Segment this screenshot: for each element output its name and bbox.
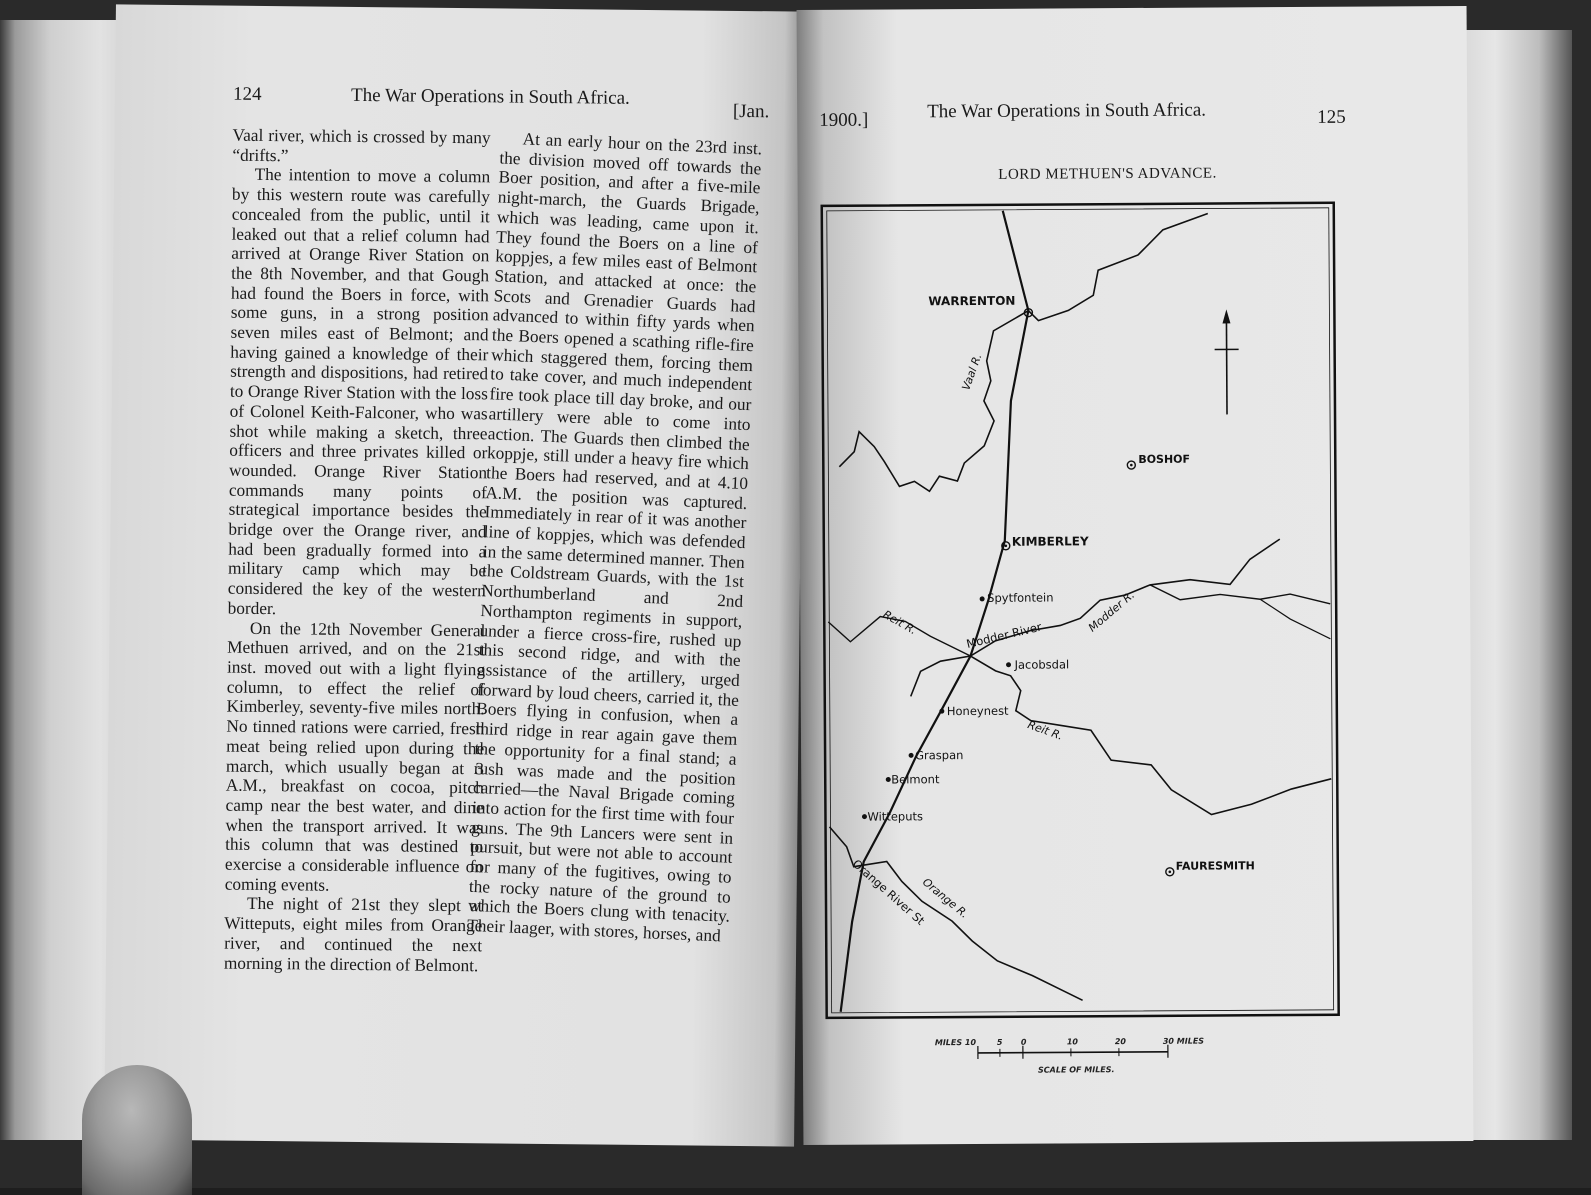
graspan-marker: [909, 753, 914, 758]
scale-tick-5: 5: [997, 1038, 1003, 1047]
modder-river-label: Modder R.: [1086, 588, 1137, 634]
scale-tick-20: 20: [1115, 1037, 1127, 1046]
scale-bar: [935, 1037, 1205, 1076]
paragraph: Vaal river, which is crossed by many “drifts.”: [232, 126, 490, 168]
paragraph: At an early hour on the 23rd inst. the division moved off towards the Boer position, and after a five-mile night-march, the Guards Brigade, which was leading, came upon it. They found the Boers on a line of koppjes, a few miles east of Belmont Station, and attacked at once: the Scots and Grenadier Guards had advanced to within fifty yards when the Boers opened a scathing rifle-fire which staggered them, forcing them to take cover, and much independent fire took place till day broke, and our artillery were able to come into action. The Guards then climbed the koppje, still under a heavy fire which the Boers had reserved, and at 4.10 A.M. the position was captured. Immediately in rear of it was another line of koppjes, which was defended in the same determined manner. Then the Coldstream Guards, with the 1st Northumberland and 2nd Northampton regiments in support, under a fierce cross-fire, rushed up this second ridge, and with the assistance of the artillery, urged forward by loud cheers, carried it, the Boers flying in confusion, when a third ridge in rear again gave them the opportunity for a final stand; a rush was made and the position carried—the Naval Brigade coming into action for the first time with four guns. The 9th Lancers were sent in pursuit, but were not able to account for many of the fugitives, owing to the rocky nature of the ground to which the Boers clung with tenacity. Their laager, with stores, horses, and: [467, 128, 763, 946]
scale-miles-right: 30 MILES: [1163, 1037, 1204, 1046]
scale-tick-0: 0: [1021, 1038, 1027, 1047]
reit-river-west-label: Reit R.: [881, 608, 919, 637]
vaal-river-label: Vaal R.: [959, 352, 984, 392]
map-inner-border: [827, 208, 1334, 1013]
north-arrow-icon: [1214, 309, 1239, 414]
paragraph: The intention to move a column by this western route was carefully concealed from the public, until it leaked out that a relief column had arrived at Orange River Station on the 8th November, and that Gough had found the Boers in force, with some guns, in a strong position seven miles east of Belmont; and having gained a knowledge of their strength and dispositions, had retired to Orange River Station with the loss of Colonel Keith-Falconer, who was shot while making a sketch, three officers and three privates killed or wounded. Orange River Station commands many points of strategical importance besides the bridge over the Orange river, and had been gradually formed into a military camp which may be considered the key of the western border.: [228, 165, 491, 621]
left-column-2: [467, 128, 763, 946]
warrenton-label: WARRENTON: [928, 294, 1015, 309]
reit-river-east-label: Reit R.: [1026, 718, 1065, 742]
scale-miles-left: MILES 10: [935, 1038, 977, 1047]
kimberley-marker-dot: [1005, 544, 1008, 547]
witteputs-label: Witteputs: [867, 809, 923, 823]
fauresmith-marker-dot: [1169, 870, 1172, 873]
right-running-title: The War Operations in South Africa.: [927, 100, 1206, 124]
vaal-river: [838, 214, 1210, 492]
witteputs-marker: [862, 814, 867, 819]
modder-branch: [1260, 599, 1330, 639]
right-page-number: 125: [1317, 107, 1346, 129]
belmont-label: Belmont: [891, 772, 940, 786]
paragraph: The night of 21st they slept at Witteputs, eight miles from Orange river, and continued the next morning in the direction of Belmont.: [224, 894, 483, 976]
orange-river-station-label: Orange River St: [850, 857, 928, 929]
left-page: [104, 4, 806, 1146]
modder-tributary: [1150, 584, 1330, 605]
spytfontein-marker: [980, 596, 985, 601]
left-column-1: [224, 126, 491, 976]
honeynest-label: Honeynest: [947, 704, 1009, 718]
orange-river-label: Orange R.: [920, 876, 971, 921]
belmont-marker: [886, 777, 891, 782]
fauresmith-label: FAURESMITH: [1176, 859, 1255, 872]
scale-tick-10: 10: [1067, 1037, 1079, 1046]
left-running-title: The War Operations in South Africa.: [351, 85, 630, 110]
jacobsdal-marker: [1006, 662, 1011, 667]
map: [818, 199, 1343, 1082]
thumb: [82, 1065, 192, 1195]
kimberley-label: KIMBERLEY: [1012, 534, 1089, 548]
graspan-label: Graspan: [915, 748, 963, 762]
honeynest-marker: [939, 709, 944, 714]
map-title: LORD METHUEN'S ADVANCE.: [918, 165, 1298, 184]
scale-caption: SCALE OF MILES.: [1038, 1065, 1115, 1074]
left-date-mark: [Jan.: [733, 101, 770, 123]
reit-river-east: [970, 654, 1331, 816]
jacobsdal-label: Jacobsdal: [1014, 657, 1070, 671]
left-page-number: 124: [233, 84, 262, 106]
paragraph: On the 12th November General Methuen arrived, and on the 21st inst. moved out with a light flying column, to effect the relief of Kimberley, seventy-five miles north. No tinned rations were carried, fresh meat being relied upon during the march, which usually began at 3 A.M., breakfast on cocoa, pitch camp near the best water, and dine when the transport arrived. It was this column that was destined to exercise a considerable influence on coming events.: [225, 618, 486, 897]
right-page-stack: [1462, 30, 1572, 1140]
boshof-marker-dot: [1130, 464, 1133, 467]
right-page: [797, 6, 1474, 1145]
spytfontein-label: Spytfontein: [987, 590, 1053, 604]
right-date-mark: 1900.]: [819, 110, 868, 132]
boshof-label: BOSHOF: [1138, 453, 1190, 466]
modder-river-station-label: Modder River: [965, 620, 1043, 651]
